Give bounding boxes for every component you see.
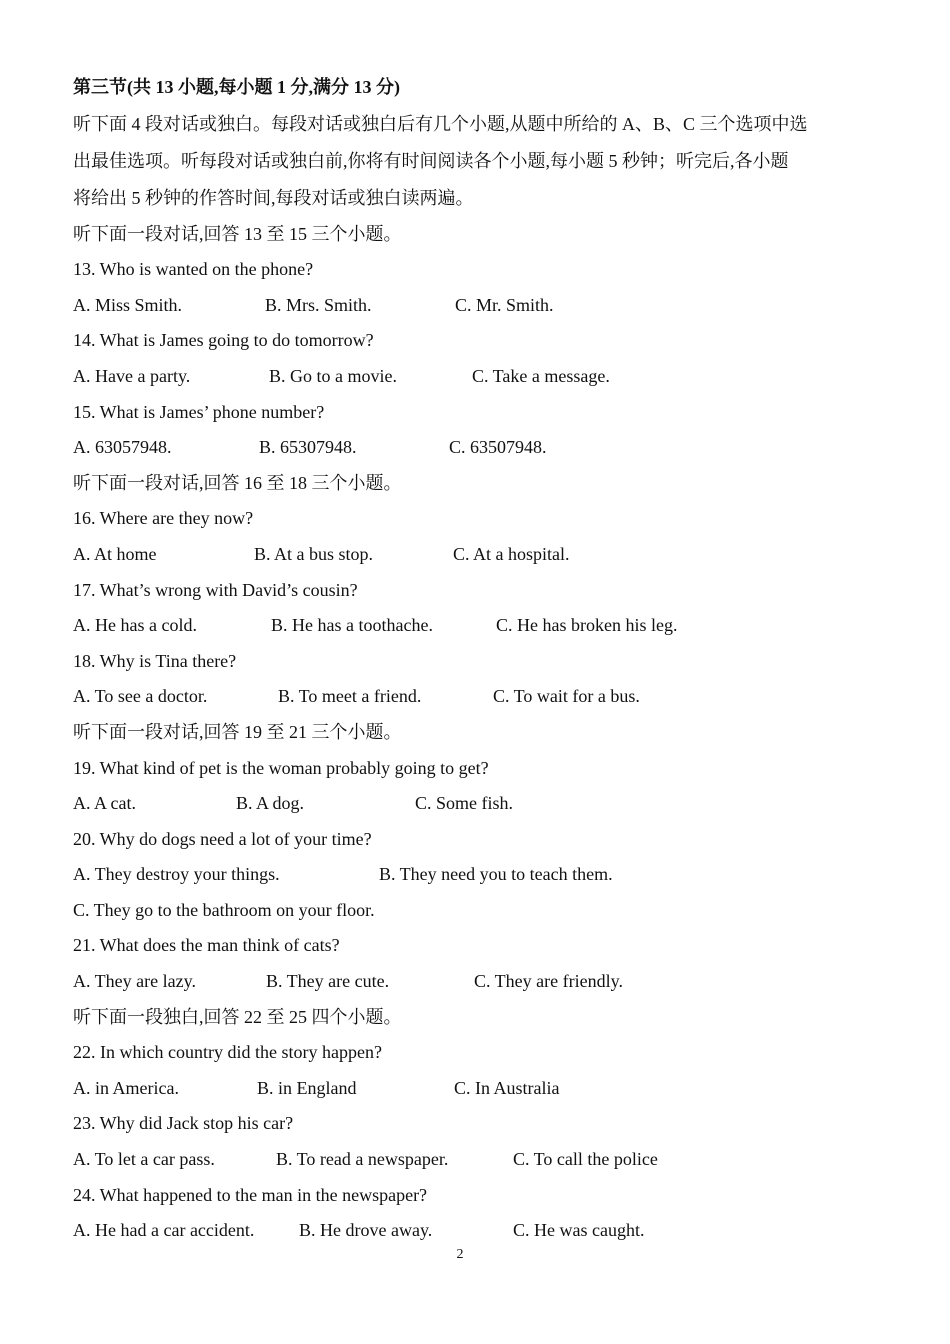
question-20-option-b: B. They need you to teach them. <box>379 864 613 885</box>
question-24-options <box>73 1213 873 1249</box>
question-16-option-a: A. At home <box>73 543 157 564</box>
question-13-option-a: A. Miss Smith. <box>73 294 183 315</box>
question-15-stem: 15. What is James’ phone number? <box>73 401 325 422</box>
question-13-option-b: B. Mrs. Smith. <box>265 294 372 315</box>
question-19-options <box>73 786 873 822</box>
question-17-option-c: C. He has broken his leg. <box>496 615 678 636</box>
question-21-stem: 21. What does the man think of cats? <box>73 935 340 956</box>
question-15-options <box>73 430 873 466</box>
question-15-option-c: C. 63507948. <box>449 437 547 458</box>
question-14-options <box>73 359 873 395</box>
question-17-options <box>73 608 873 644</box>
question-17-option-a: A. He has a cold. <box>73 615 197 636</box>
question-21-option-c: C. They are friendly. <box>474 971 623 992</box>
instruction-16-18: 听下面一段对话,回答 16 至 18 三个小题。 <box>73 472 402 493</box>
question-16-option-b: B. At a bus stop. <box>254 543 374 564</box>
question-23-options <box>73 1142 873 1178</box>
question-18-options <box>73 679 873 715</box>
question-24-option-b: B. He drove away. <box>299 1220 433 1241</box>
question-14-option-a: A. Have a party. <box>73 365 191 386</box>
question-20-option-c: C. They go to the bathroom on your floor. <box>73 899 375 920</box>
question-13-stem: 13. Who is wanted on the phone? <box>73 259 314 280</box>
question-20-options-row-2 <box>73 893 873 929</box>
instruction-13-15: 听下面一段对话,回答 13 至 15 三个小题。 <box>73 223 402 244</box>
question-16-option-c: C. At a hospital. <box>453 543 570 564</box>
question-24-option-c: C. He was caught. <box>513 1220 645 1241</box>
question-14-option-b: B. Go to a movie. <box>269 365 397 386</box>
question-18-option-a: A. To see a doctor. <box>73 686 208 707</box>
question-24-stem: 24. What happened to the man in the newspaper? <box>73 1184 428 1205</box>
question-20-stem: 20. Why do dogs need a lot of your time? <box>73 828 372 849</box>
question-24-option-a: A. He had a car accident. <box>73 1220 255 1241</box>
page-number: 2 <box>456 1247 464 1262</box>
question-22-option-b: B. in England <box>257 1077 357 1098</box>
question-22-option-c: C. In Australia <box>454 1077 560 1098</box>
instruction-19-21: 听下面一段对话,回答 19 至 21 三个小题。 <box>73 721 402 742</box>
question-16-stem: 16. Where are they now? <box>73 508 254 529</box>
question-22-options <box>73 1071 873 1107</box>
section-intro-line-3: 将给出 5 秒钟的作答时间,每段对话或独白读两遍。 <box>73 187 474 208</box>
exam-page <box>73 70 873 1249</box>
question-14-stem: 14. What is James going to do tomorrow? <box>73 330 374 351</box>
question-19-option-b: B. A dog. <box>236 793 305 814</box>
instruction-22-25: 听下面一段独白,回答 22 至 25 四个小题。 <box>73 1006 402 1027</box>
question-23-option-b: B. To read a newspaper. <box>276 1149 449 1170</box>
question-19-option-a: A. A cat. <box>73 793 136 814</box>
question-15-option-a: A. 63057948. <box>73 437 172 458</box>
section-intro-line-1: 听下面 4 段对话或独白。每段对话或独白后有几个小题,从题中所给的 A、B、C 三个选项中选 <box>73 113 808 134</box>
question-17-option-b: B. He has a toothache. <box>271 615 433 636</box>
question-17-stem: 17. What’s wrong with David’s cousin? <box>73 579 358 600</box>
section-intro-line-2: 出最佳选项。听每段对话或独白前,你将有时间阅读各个小题,每小题 5 秒钟；听完后,各小题 <box>73 150 789 171</box>
question-21-option-a: A. They are lazy. <box>73 971 196 992</box>
question-20-options-row-1 <box>73 857 873 893</box>
question-20-option-a: A. They destroy your things. <box>73 864 280 885</box>
question-13-options <box>73 288 873 324</box>
question-18-option-b: B. To meet a friend. <box>278 686 422 707</box>
question-22-option-a: A. in America. <box>73 1077 179 1098</box>
question-14-option-c: C. Take a message. <box>472 365 610 386</box>
question-16-options <box>73 537 873 573</box>
section-heading: 第三节(共 13 小题,每小题 1 分,满分 13 分) <box>73 77 400 97</box>
question-13-option-c: C. Mr. Smith. <box>455 294 554 315</box>
question-21-options <box>73 964 873 1000</box>
question-23-option-a: A. To let a car pass. <box>73 1149 215 1170</box>
question-23-stem: 23. Why did Jack stop his car? <box>73 1113 294 1134</box>
question-23-option-c: C. To call the police <box>513 1149 658 1170</box>
question-18-option-c: C. To wait for a bus. <box>493 686 640 707</box>
question-15-option-b: B. 65307948. <box>259 437 357 458</box>
question-19-stem: 19. What kind of pet is the woman probably going to get? <box>73 757 489 778</box>
question-22-stem: 22. In which country did the story happen? <box>73 1042 382 1063</box>
question-19-option-c: C. Some fish. <box>415 793 514 814</box>
question-21-option-b: B. They are cute. <box>266 971 390 992</box>
question-18-stem: 18. Why is Tina there? <box>73 650 237 671</box>
